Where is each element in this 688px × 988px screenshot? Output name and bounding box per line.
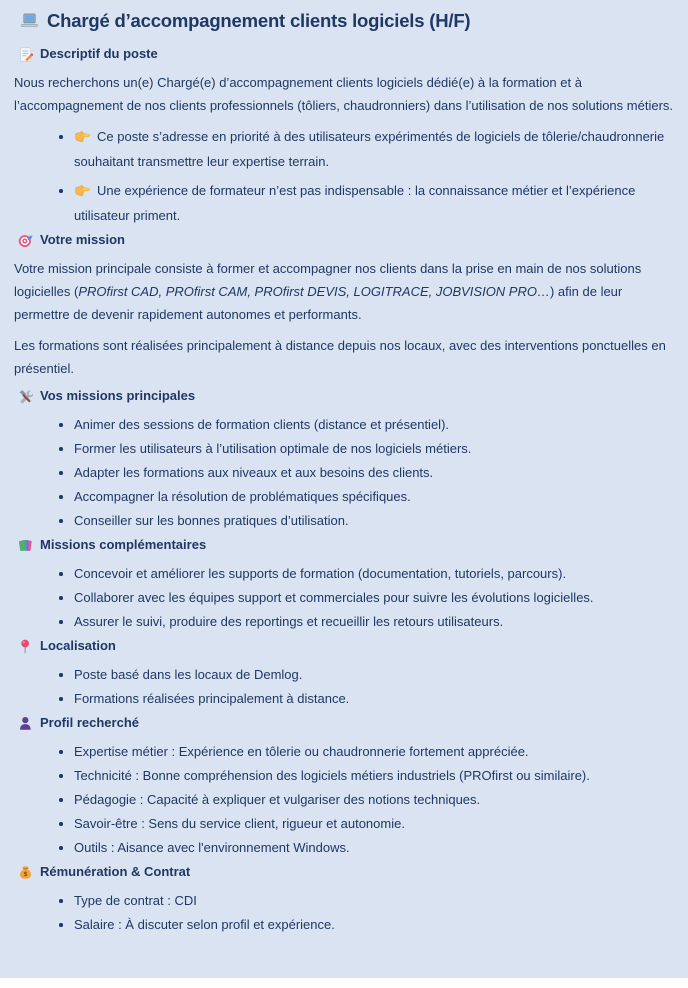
section-heading-text: Missions complémentaires — [40, 537, 207, 552]
list-item: Assurer le suivi, produire des reportings et recueillir les retours utilisateurs. — [58, 610, 674, 633]
list-item — [58, 179, 674, 227]
mission-paragraph-2: Les formations sont réalisées principalement à distance depuis nos locaux, avec des interventions ponctuelles en présentiel. — [14, 338, 666, 376]
round-pushpin-icon — [18, 639, 33, 654]
section-heading-text: Vos missions principales — [40, 388, 196, 403]
profil-list — [14, 740, 674, 859]
intro-paragraph: Nous recherchons un(e) Chargé(e) d’accompagnement clients logiciels dédié(e) à la formation et à l’accompagnement de nos clients professionnels (tôliers, chaudronniers) dans l’utilisation de nos solutions métiers. — [14, 75, 674, 113]
missions-principales-list — [14, 413, 674, 532]
list-item — [58, 125, 674, 173]
svg-text:$: $ — [23, 870, 28, 878]
priority-points-list — [14, 125, 674, 227]
section-heading-missions-complementaires — [18, 537, 674, 553]
section-heading-text: Descriptif du poste — [40, 46, 158, 61]
section-heading-mission — [18, 232, 674, 248]
list-item: Expertise métier : Expérience en tôlerie ou chaudronnerie fortement appréciée. — [58, 740, 674, 763]
list-item: Former les utilisateurs à l’utilisation optimale de nos logiciels métiers. — [58, 437, 674, 460]
laptop-icon — [20, 13, 39, 29]
target-icon — [18, 233, 33, 248]
money-bag-icon — [18, 865, 33, 880]
list-item-text: Une expérience de formateur n’est pas indispensable : la connaissance métier et l’expérience utilisateur priment. — [74, 183, 636, 223]
section-heading-localisation — [18, 638, 674, 654]
list-item: Outils : Aisance avec l'environnement Windows. — [58, 836, 674, 859]
list-item: Concevoir et améliorer les supports de formation (documentation, tutoriels, parcours). — [58, 562, 674, 585]
pointing-right-icon — [74, 127, 90, 150]
list-item: Conseiller sur les bonnes pratiques d’utilisation. — [58, 509, 674, 532]
list-item: Technicité : Bonne compréhension des logiciels métiers industriels (PROfirst ou similaire). — [58, 764, 674, 787]
list-item-text: Ce poste s’adresse en priorité à des utilisateurs expérimentés de logiciels de tôlerie/chaudronnerie souhaitant transmettre leur expertise terrain. — [74, 129, 665, 169]
software-names: PROfirst CAD, PROfirst CAM, PROfirst DEVIS, LOGITRACE, JOBVISION PRO… — [78, 284, 550, 299]
memo-icon — [18, 47, 33, 62]
list-item: Type de contrat : CDI — [58, 889, 674, 912]
list-item: Pédagogie : Capacité à expliquer et vulgariser des notions techniques. — [58, 788, 674, 811]
list-item: Animer des sessions de formation clients (distance et présentiel). — [58, 413, 674, 436]
list-item: Salaire : À discuter selon profil et expérience. — [58, 913, 674, 936]
section-heading-descriptif — [18, 46, 674, 62]
section-heading-profil — [18, 715, 674, 731]
missions-complementaires-list — [14, 562, 674, 633]
section-heading-remuneration — [18, 864, 674, 880]
mission-paragraph: Votre mission principale consiste à former et accompagner nos clients dans la prise en main de nos solutions logicielles (PROfirst CAD, PROfirst CAM, PROfirst DEVIS, LOGITRACE, JOBVISION PRO…) afin de leur permettre de devenir rapidement autonomes et performants. — [14, 261, 642, 322]
bust-silhouette-icon — [18, 716, 33, 731]
localisation-list — [14, 663, 674, 710]
section-heading-missions-principales — [18, 388, 674, 404]
section-heading-text: Profil recherché — [40, 715, 139, 730]
list-item: Accompagner la résolution de problématiques spécifiques. — [58, 485, 674, 508]
contrat-list — [14, 889, 674, 936]
page-title — [20, 10, 674, 32]
list-item: Adapter les formations aux niveaux et aux besoins des clients. — [58, 461, 674, 484]
list-item: Formations réalisées principalement à distance. — [58, 687, 674, 710]
section-heading-text: Localisation — [40, 638, 116, 653]
page-title-text: Chargé d’accompagnement clients logiciels (H/F) — [47, 10, 471, 31]
list-item: Poste basé dans les locaux de Demlog. — [58, 663, 674, 686]
pointing-right-icon — [74, 181, 90, 204]
list-item: Collaborer avec les équipes support et commerciales pour suivre les évolutions logicielles. — [58, 586, 674, 609]
section-heading-text: Votre mission — [40, 232, 126, 247]
hammer-wrench-icon — [18, 389, 33, 404]
section-heading-text: Rémunération & Contrat — [40, 864, 191, 879]
bottom-margin-strip — [0, 978, 688, 988]
list-item: Savoir-être : Sens du service client, rigueur et autonomie. — [58, 812, 674, 835]
books-icon — [18, 538, 33, 553]
